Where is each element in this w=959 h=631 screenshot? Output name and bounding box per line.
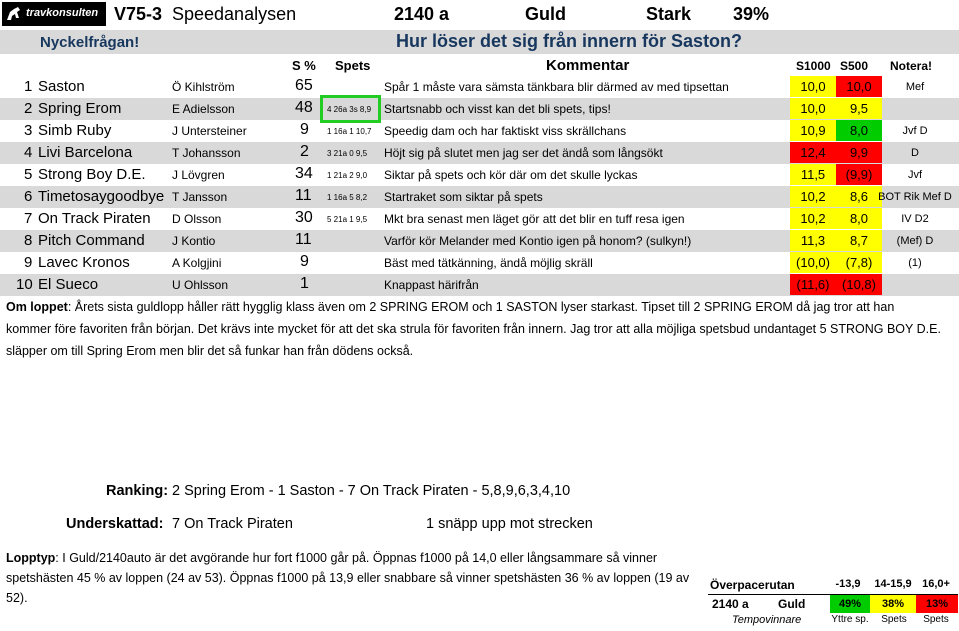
s500-value: 8,7 bbox=[836, 230, 882, 251]
s500-value: (7,8) bbox=[836, 252, 882, 273]
s500-value: 8,0 bbox=[836, 120, 882, 141]
row-number: 6 bbox=[24, 188, 33, 205]
spets-highlight bbox=[320, 95, 381, 123]
horse-name: Lavec Kronos bbox=[38, 254, 130, 271]
s1000-value: 11,3 bbox=[790, 230, 836, 251]
comment: Mkt bra senast men läget gör att det blir en tuff resa igen bbox=[384, 212, 685, 226]
table-row bbox=[0, 120, 959, 142]
s1000-value: 10,2 bbox=[790, 186, 836, 207]
spets-stat: 3 21a 0 9,5 bbox=[327, 149, 368, 158]
driver-name: E Adielsson bbox=[172, 102, 235, 116]
note: (Mef) D bbox=[896, 235, 934, 247]
horse-name: Saston bbox=[38, 78, 85, 95]
start-percent: 9 bbox=[300, 121, 309, 138]
row-number: 2 bbox=[24, 100, 33, 117]
spets-stat: 5 21a 1 9,5 bbox=[327, 215, 368, 224]
rating-percent: 39% bbox=[733, 4, 770, 24]
row-number: 7 bbox=[24, 210, 33, 227]
note: Jvf D bbox=[902, 125, 928, 137]
note: BOT Rik Mef D bbox=[878, 191, 952, 203]
ranking-label: Ranking: bbox=[106, 483, 169, 499]
s500-value: (9,9) bbox=[836, 164, 882, 185]
horse-name: Spring Erom bbox=[38, 100, 122, 117]
s500-value: 9,9 bbox=[836, 142, 882, 163]
race-label: V75-3 bbox=[114, 4, 163, 24]
row-number: 1 bbox=[24, 78, 33, 95]
start-percent: 1 bbox=[300, 275, 309, 292]
driver-name: A Kolgjini bbox=[172, 256, 222, 270]
note: Jvf bbox=[907, 169, 923, 181]
start-percent: 65 bbox=[295, 77, 313, 94]
start-percent: 11 bbox=[295, 187, 312, 204]
horse-name: Timetosaygoodbye bbox=[38, 188, 165, 205]
underrated-label: Underskattad: bbox=[66, 516, 164, 532]
table-row bbox=[0, 252, 959, 274]
overpace-v1: 49% bbox=[830, 595, 870, 613]
driver-name: J Untersteiner bbox=[172, 124, 247, 138]
row-number: 8 bbox=[24, 232, 33, 249]
comment: Startraket som siktar på spets bbox=[384, 190, 543, 204]
driver-name: D Olsson bbox=[172, 212, 222, 226]
row-number: 9 bbox=[24, 254, 33, 271]
col-spets: Spets bbox=[335, 58, 371, 73]
spets-stat: 4 26a 3s 8,9 bbox=[327, 105, 372, 114]
horse-name: Livi Barcelona bbox=[38, 144, 133, 161]
distance: 2140 a bbox=[394, 4, 450, 24]
overpace-footer2: Spets bbox=[881, 614, 907, 625]
key-question-label: Nyckelfrågan! bbox=[40, 34, 140, 51]
comment: Speedig dam och har faktiskt viss skrällchans bbox=[384, 124, 627, 138]
overpace-footer3: Spets bbox=[923, 614, 949, 625]
race-class: Guld bbox=[525, 4, 566, 24]
s500-value: 8,0 bbox=[836, 208, 882, 229]
s1000-value: 10,0 bbox=[790, 98, 836, 119]
note: (1) bbox=[908, 257, 922, 269]
note: IV D2 bbox=[901, 213, 929, 225]
s500-value: 10,0 bbox=[836, 76, 882, 97]
row-number: 3 bbox=[24, 122, 33, 139]
table-row bbox=[0, 208, 959, 230]
race-comment bbox=[6, 296, 941, 362]
overpace-col3: 16,0+ bbox=[922, 578, 950, 590]
s1000-value: 10,2 bbox=[790, 208, 836, 229]
s1000-value: 12,4 bbox=[790, 142, 836, 163]
overpace-col2: 14-15,9 bbox=[874, 578, 912, 590]
comment: Knappast härifrån bbox=[384, 278, 479, 292]
s500-value: (10,8) bbox=[836, 274, 882, 295]
driver-name: J Lövgren bbox=[172, 168, 225, 182]
row-number: 5 bbox=[24, 166, 33, 183]
s1000-value: (11,6) bbox=[790, 274, 836, 295]
race-rating: Stark bbox=[646, 4, 692, 24]
driver-name: T Jansson bbox=[172, 190, 228, 204]
horse-name: El Sueco bbox=[38, 276, 99, 293]
horse-name: On Track Piraten bbox=[38, 210, 151, 227]
row-number: 4 bbox=[24, 144, 33, 161]
start-percent: 11 bbox=[295, 231, 312, 248]
start-percent: 2 bbox=[300, 143, 309, 160]
driver-name: J Kontio bbox=[172, 234, 216, 248]
comment: Höjt sig på slutet men jag ser det ändå som långsökt bbox=[384, 146, 663, 160]
table-row bbox=[0, 274, 959, 296]
comment: Siktar på spets och kör där om det skulle lyckas bbox=[384, 168, 638, 182]
overpace-col1: -13,9 bbox=[835, 578, 861, 590]
s1000-value: 10,0 bbox=[790, 76, 836, 97]
overpace-footer1: Yttre sp. bbox=[831, 614, 869, 625]
race-type bbox=[6, 548, 706, 608]
s500-value: 8,6 bbox=[836, 186, 882, 207]
horse-logo-icon bbox=[4, 4, 24, 24]
s1000-value: (10,0) bbox=[790, 252, 836, 273]
underrated-note: 1 snäpp upp mot strecken bbox=[426, 516, 593, 532]
comment: Bäst med tätkänning, ändå möjlig skräll bbox=[384, 256, 593, 270]
start-percent: 9 bbox=[300, 253, 309, 270]
table-row bbox=[0, 142, 959, 164]
overpace-header: Överpacerutan bbox=[710, 578, 795, 592]
analysis-title: Speedanalysen bbox=[172, 4, 297, 24]
comment: Startsnabb och visst kan det bli spets, tips! bbox=[384, 102, 611, 116]
col-s1000: S1000 bbox=[796, 59, 831, 73]
table-row bbox=[0, 186, 959, 208]
underrated-value: 7 On Track Piraten bbox=[172, 516, 293, 532]
col-spct: S % bbox=[292, 58, 316, 73]
start-percent: 48 bbox=[295, 99, 313, 116]
start-percent: 30 bbox=[295, 209, 313, 226]
race-type-label: Lopptyp bbox=[6, 551, 56, 565]
race-comment-label: Om loppet bbox=[6, 300, 68, 314]
driver-name: Ö Kihlström bbox=[172, 80, 235, 94]
comment: Spår 1 måste vara sämsta tänkbara blir därmed av med tipsettan bbox=[384, 80, 729, 94]
col-kommentar: Kommentar bbox=[546, 57, 630, 74]
col-notera: Notera! bbox=[890, 59, 933, 73]
note: D bbox=[911, 147, 919, 159]
driver-name: U Ohlsson bbox=[172, 278, 229, 292]
overpace-class: Guld bbox=[778, 597, 806, 611]
ranking-value: 2 Spring Erom - 1 Saston - 7 On Track Piraten - 5,8,9,6,3,4,10 bbox=[172, 483, 571, 499]
start-percent: 34 bbox=[295, 165, 313, 182]
horse-name: Simb Ruby bbox=[38, 122, 112, 139]
spets-stat: 1 21a 2 9,0 bbox=[327, 171, 368, 180]
logo-text: travkonsulten bbox=[26, 7, 99, 19]
table-row bbox=[0, 164, 959, 186]
driver-name: T Johansson bbox=[172, 146, 241, 160]
overpace-distance: 2140 a bbox=[712, 597, 749, 611]
spets-stat: 1 16a 1 10,7 bbox=[327, 127, 372, 136]
overpace-footer-left: Tempovinnare bbox=[732, 614, 802, 626]
s500-value: 9,5 bbox=[836, 98, 882, 119]
overpace-v2: 38% bbox=[870, 595, 916, 613]
table-row bbox=[0, 230, 959, 252]
horse-name: Pitch Command bbox=[38, 232, 145, 249]
note: Mef bbox=[905, 81, 925, 93]
table-row bbox=[0, 98, 959, 120]
race-type-text: : I Guld/2140auto är det avgörande hur fort f1000 går på. Öppnas f1000 på 14,0 eller långsammare så vinner spetshästen 45 % av loppen (24 av 53). Öppnas f1000 på 13,9 eller snabbare så vinner spetshästen 36 % av loppen (19 av 52). bbox=[6, 551, 690, 605]
race-comment-text: : Årets sista guldlopp håller rätt hygglig klass även om 2 SPRING EROM och 1 SASTON lyser starkast. Tipset till 2 SPRING EROM då jag tror att han kommer före favoriten från början. Det krävs inte mycket för att det ska strula för favoriten från innern. Jag tror att alla möjliga spetsbud undantaget 5 STRONG BOY D.E. släpper om till Spring Erom men blir det så funkar han från dödens också. bbox=[6, 300, 941, 358]
overpace-v3: 13% bbox=[916, 595, 958, 613]
comment: Varför kör Melander med Kontio igen på honom? (sulkyn!) bbox=[384, 234, 692, 248]
key-question: Hur löser det sig från innern för Saston? bbox=[396, 31, 743, 51]
spets-stat: 1 16a 5 8,2 bbox=[327, 193, 368, 202]
col-s500: S500 bbox=[840, 59, 869, 73]
logo bbox=[2, 2, 106, 26]
row-number: 10 bbox=[16, 276, 33, 293]
horse-name: Strong Boy D.E. bbox=[38, 166, 146, 183]
table-row bbox=[0, 76, 959, 98]
s1000-value: 10,9 bbox=[790, 120, 836, 141]
s1000-value: 11,5 bbox=[790, 164, 836, 185]
